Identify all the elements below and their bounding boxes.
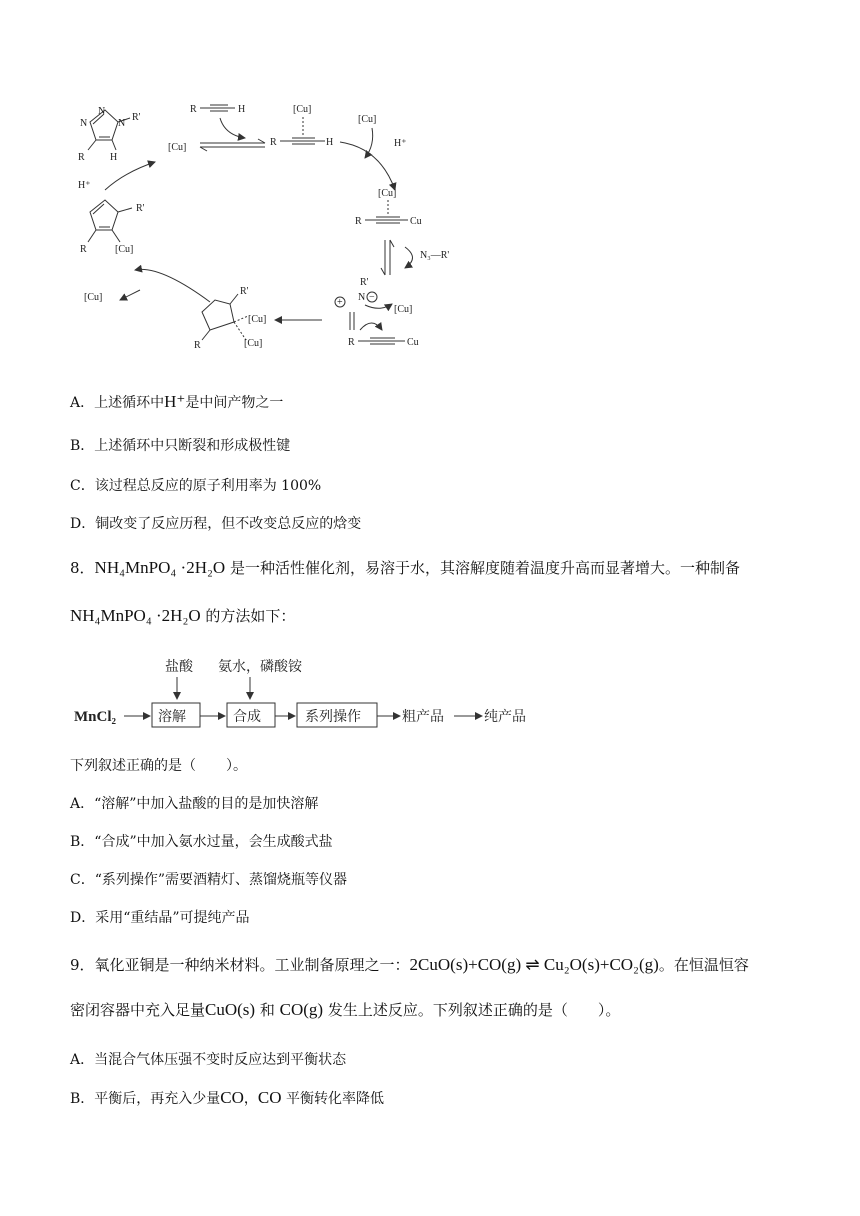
question-number: 8． <box>70 559 95 577</box>
copper-label: [Cu] <box>378 188 397 199</box>
n-label: N <box>80 118 88 129</box>
n-label: N <box>98 106 106 117</box>
copper-label: [Cu] <box>244 338 263 349</box>
substituent-label: R' <box>240 286 249 297</box>
chemical-formula: NH₄MnPO₄ ·2H₂O <box>70 606 201 625</box>
process-flow-diagram <box>70 655 550 735</box>
copper-label: [Cu] <box>248 314 267 325</box>
substituent-label: R <box>80 244 87 255</box>
alkyne-label: R <box>270 137 277 148</box>
stem-text: 和 <box>255 1001 280 1019</box>
chemical-equation: 2CuO(s)+CO(g) ⇌ Cu₂O(s)+CO₂(g) <box>409 955 659 974</box>
svg-text:+: + <box>337 297 343 308</box>
atom-label: Cu <box>407 337 419 348</box>
option-text: A．上述循环中 <box>70 395 165 411</box>
q9-option-a: A．当混合气体压强不变时反应达到平衡状态 <box>70 1052 347 1068</box>
copper-label: [Cu] <box>293 104 312 115</box>
chemical-formula: CO(g) <box>279 1000 324 1019</box>
copper-catalyst-label: [Cu] <box>168 142 187 153</box>
substituent-label: R' <box>136 203 145 214</box>
stem-text: 的方法如下： <box>200 607 296 625</box>
q8-stem-line2 <box>70 606 295 626</box>
question-text: 下列叙述正确的是（ <box>70 758 196 774</box>
azide-label: N₃—R' <box>420 250 450 261</box>
atom-label: H <box>326 137 334 148</box>
option-text: 平衡转化率降低 <box>281 1091 384 1107</box>
stem-text: 密闭容器中充入足量 <box>70 1001 206 1019</box>
chemical-formula: CO <box>257 1088 282 1107</box>
process-step: 溶解 <box>158 709 186 725</box>
substituent-label: R' <box>132 112 141 123</box>
stem-text: 9．氧化亚铜是一种纳米材料。工业制备原理之一： <box>70 956 410 974</box>
substituent-label: R <box>78 152 85 163</box>
q8-stem-line1 <box>70 558 740 578</box>
stem-text: 是一种活性催化剂，易溶于水，其溶解度随着温度升高而显著增大。一种制备 <box>225 559 740 577</box>
starting-material: MnCl₂ <box>74 709 116 725</box>
q8-option-b: B．“合成”中加入氨水过量，会生成酸式盐 <box>70 834 333 850</box>
n-label: N <box>118 118 126 129</box>
q8-option-d: D．采用“重结晶”可提纯产品 <box>70 910 250 926</box>
copper-label: [Cu] <box>394 304 413 315</box>
reagent-label: 氨水，磷酸铵 <box>218 659 302 675</box>
q8-option-c: C．“系列操作”需要酒精灯、蒸馏烧瓶等仪器 <box>70 872 348 888</box>
chemical-formula: CO <box>220 1088 244 1107</box>
copper-triazole-intermediate <box>80 200 145 255</box>
option-text: B．平衡后，再充入少量 <box>70 1091 221 1107</box>
copper-label: [Cu] <box>115 244 134 255</box>
svg-text:−: − <box>369 292 375 303</box>
alkyne-label: R <box>190 104 197 115</box>
proton-label: H⁺ <box>78 180 91 191</box>
copper-label: [Cu] <box>84 292 103 303</box>
triazole-product <box>78 106 141 163</box>
process-step: 合成 <box>233 709 261 725</box>
stem-text: 发生上述反应。下列叙述正确的是（ <box>323 1001 568 1019</box>
substituent-label: R <box>348 337 355 348</box>
substituent-label: R <box>355 216 362 227</box>
q9-stem-line1 <box>70 955 749 975</box>
process-step: 系列操作 <box>305 709 361 725</box>
atom-label: Cu <box>410 216 422 227</box>
stem-text: ）。 <box>597 1001 621 1019</box>
q7-option-c: C．该过程总反应的原子利用率为 100% <box>70 478 322 494</box>
stem-text: 。在恒温恒容 <box>658 956 749 974</box>
substituent-label: R' <box>360 277 369 288</box>
proton-symbol: H⁺ <box>164 392 186 411</box>
chemical-formula: NH₄MnPO₄ ·2H₂O <box>94 558 226 577</box>
q9-option-b <box>70 1088 384 1109</box>
chemical-formula: CuO(s) <box>205 1000 256 1019</box>
q7-option-d: D．铜改变了反应历程，但不改变总反应的焓变 <box>70 516 362 532</box>
copper-label: [Cu] <box>358 114 377 125</box>
q9-stem-line2 <box>70 1000 620 1020</box>
product-label: 粗产品 <box>402 709 444 725</box>
option-text: ， <box>243 1091 258 1107</box>
q7-option-b: B．上述循环中只断裂和形成极性键 <box>70 438 291 454</box>
n-label: N <box>358 292 366 303</box>
substituent-label: R <box>194 340 201 351</box>
reagent-label: 盐酸 <box>165 659 193 675</box>
product-label: 纯产品 <box>484 709 526 725</box>
option-text: 是中间产物之一 <box>185 395 284 411</box>
alkyne-label: H <box>238 104 246 115</box>
proton-label: H⁺ <box>394 138 407 149</box>
catalytic-cycle-diagram <box>60 90 480 370</box>
question-text: ）。 <box>226 758 247 774</box>
metallacycle-intermediate <box>194 286 266 351</box>
atom-label: H <box>110 152 118 163</box>
q7-option-a <box>70 392 283 413</box>
q8-option-a: A．“溶解”中加入盐酸的目的是加快溶解 <box>70 796 319 812</box>
q8-question <box>70 756 247 776</box>
